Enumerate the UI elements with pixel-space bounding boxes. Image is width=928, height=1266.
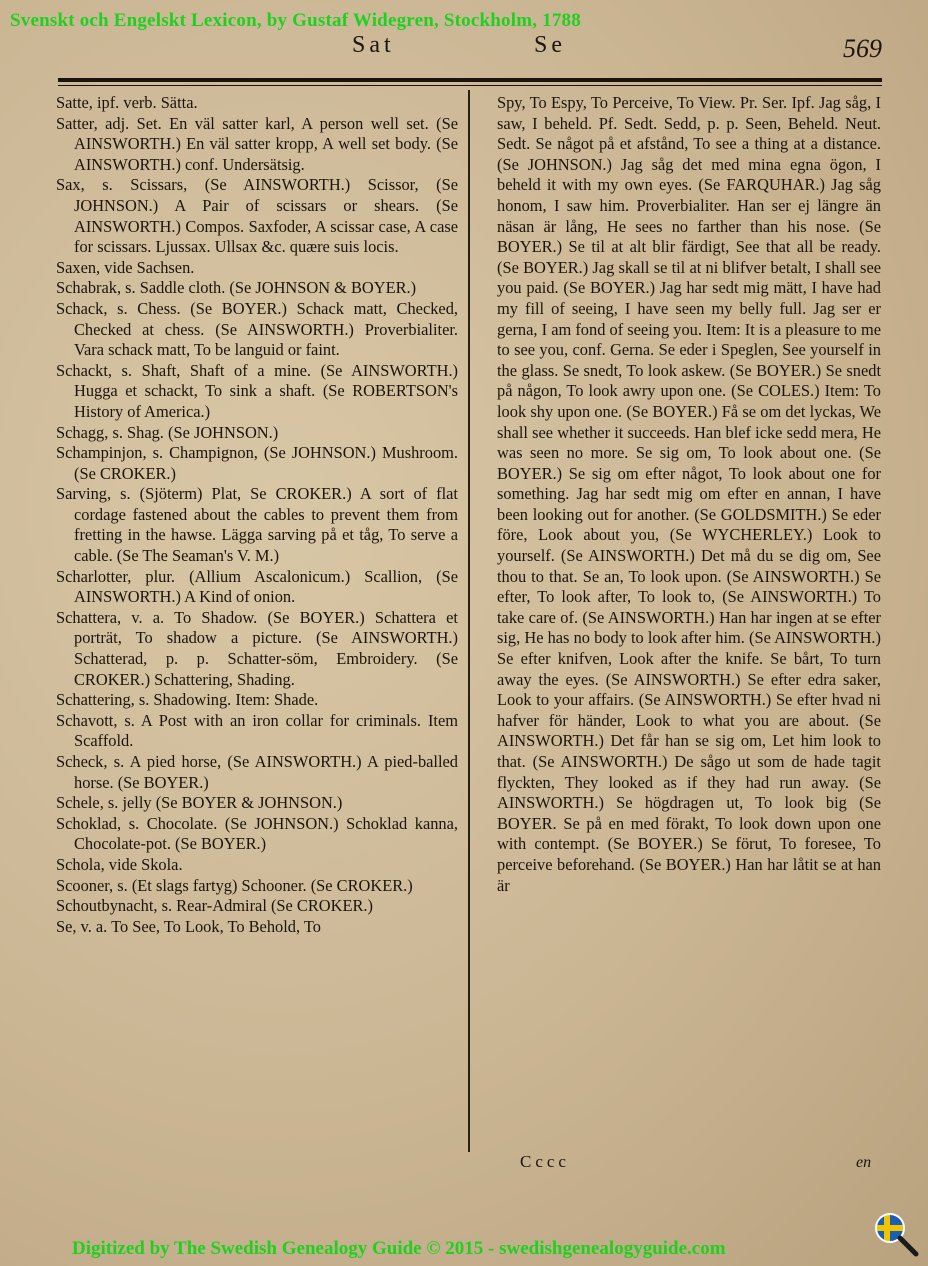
dictionary-entry: Schagg, s. Shag. (Se JOHNSON.) bbox=[56, 422, 279, 442]
dictionary-entry: Satte, ipf. verb. Sätta. bbox=[56, 93, 198, 112]
header-rule bbox=[58, 78, 882, 82]
dictionary-entry: Sax, s. Scissars, (Se AINSWORTH.) Scissor, (Se JOHNSON.) A Pair of scissars or shears. (Se AINSWORTH.) Compos. Saxfoder, A scissar case, A case for scissars. Ljussax. Ullsax &c. quære suis locis. bbox=[56, 175, 458, 257]
dictionary-entry: Se, v. a. To See, To Look, To Behold, To bbox=[56, 916, 321, 936]
dictionary-entry: Schola, vide Skola. bbox=[56, 854, 183, 874]
footer-credit: Digitized by The Swedish Genealogy Guide © 2015 - swedishgenealogyguide.com bbox=[72, 1238, 726, 1259]
dictionary-entry: Schack, s. Chess. (Se BOYER.) Schack matt, Checked, Checked at chess. (Se AINSWORTH.) Proverbialiter. Vara schack matt, To be languid or faint. bbox=[56, 298, 458, 360]
page-number: 569 bbox=[843, 34, 882, 63]
dictionary-entry: Scheck, s. A pied horse, (Se AINSWORTH.) A pied-balled horse. (Se BOYER.) bbox=[56, 752, 458, 792]
dictionary-entry: Sarving, s. (Sjöterm) Plat, Se CROKER.) A sort of flat cordage fastened about the cables to prevent them from fretting in the hawse. Lägga sarving på et tåg, To serve a cable. (Se The Seaman's V. M.) bbox=[56, 484, 458, 566]
dictionary-entry: Schele, s. jelly (Se BOYER & JOHNSON.) bbox=[56, 793, 343, 813]
dictionary-entry: Scharlotter, plur. (Allium Ascalonicum.) Scallion, (Se AINSWORTH.) A Kind of onion. bbox=[56, 566, 458, 607]
right-column bbox=[497, 93, 881, 896]
header-rule-thin bbox=[58, 85, 882, 86]
dictionary-entry: Schampinjon, s. Champignon, (Se JOHNSON.) Mushroom. (Se CROKER.) bbox=[56, 443, 458, 483]
signature-mark: Cccc bbox=[520, 1152, 570, 1171]
dictionary-entry-continued: Spy, To Espy, To Perceive, To View. Pr. Ser. Ipf. Jag såg, I saw, I beheld. Pf. Sedt. Sedd, p. p. Seen, Beheld. Neut. Sedt. Se något på et afstånd, To see a thing at a distance. (Se JOHNSON.) Jag såg det med mina egna ögon, I beheld it with my own eyes. (Se FARQUHAR.) Jag såg honom, I saw him. Proverbialiter. Han ser ej längre än näsan är lång, He sees no farther than his nose. (Se BOYER.) Se til at alt blir färdigt, See that all be ready. (Se BOYER.) Jag skall se til at ni blifver betalt, I shall see you paid. (Se BOYER.) Jag har sedt mig mätt, I have had my fill of seeing, I have seen my belly full. Jag ser er gerna, I am fond of seeing you. Item: It is a pleasure to me to see you, conf. Gerna. Se eder i Speglen, See yourself in the glass. Se snedt, To look askew. (Se BOYER.) Se snedt på någon, To look awry upon one. (Se COLES.) Item: To look shy upon one. (Se BOYER.) Få se om det lyckas, We shall see whether it succeeds. Han blef icke sedd mera, He was seen no more. Se sig om, To look about one. (Se BOYER.) Se sig om efter något, To look about one for something. Jag har sedt mig om efter en annan, I have been looking out for another. (Se GOLDSMITH.) Se eder före, Look about you, (Se WYCHERLEY.) Look to yourself. (Se AINSWORTH.) Det må du se dig om, See thou to that. Se an, To look upon. (Se AINSWORTH.) Se efter, To look after, To look to, (Se AINSWORTH.) To take care of. (Se AINSWORTH.) Han har ingen at se efter sig, He has no body to look after him. (Se AINSWORTH.) Se efter knifven, Look after the knife. Se bårt, To turn away the eyes. (Se AINSWORTH.) Se efter edra saker, Look to your affairs. (Se AINSWORTH.) Se efter hvad ni hafver för händer, Look to what you are about. (Se AINSWORTH.) Det får han se sig om, Let him look to that. (Se AINSWORTH.) De sågo ut som de hade tagit flyckten, They looked as if they had run away. (Se AINSWORTH.) Se högdragen ut, To look big (Se BOYER. Se på en med förakt, To look down upon one with contempt. (Se BOYER.) Se förut, To foresee, To perceive beforehand. (Se BOYER.) Han har låtit se at han är bbox=[497, 93, 881, 895]
dictionary-entry: Schoutbynacht, s. Rear-Admiral (Se CROKER.) bbox=[56, 896, 373, 916]
dictionary-entry: Scooner, s. (Et slags fartyg) Schooner. (Se CROKER.) bbox=[56, 875, 413, 895]
dictionary-entry: Schoklad, s. Chocolate. (Se JOHNSON.) Schoklad kanna, Chocolate-pot. (Se BOYER.) bbox=[56, 813, 458, 854]
column-divider bbox=[468, 90, 470, 1152]
left-column bbox=[56, 93, 458, 937]
dictionary-entry: Schabrak, s. Saddle cloth. (Se JOHNSON & BOYER.) bbox=[56, 278, 417, 298]
dictionary-entry: Schattera, v. a. To Shadow. (Se BOYER.) Schattera et porträt, To shadow a picture. (Se AINSWORTH.) Schatterad, p. p. Schatter-söm, Embroidery. (Se CROKER.) Schattering, Shading. bbox=[56, 607, 458, 689]
running-head-left: Sat bbox=[352, 32, 395, 58]
catchword: en bbox=[856, 1154, 872, 1171]
dictionary-entry: Schavott, s. A Post with an iron collar for criminals. Item Scaffold. bbox=[56, 710, 458, 751]
banner-title: Svenskt och Engelskt Lexicon, by Gustaf Widegren, Stockholm, 1788 bbox=[10, 10, 581, 31]
dictionary-entry: Schattering, s. Shadowing. Item: Shade. bbox=[56, 690, 319, 710]
dictionary-entry: Schackt, s. Shaft, Shaft of a mine. (Se AINSWORTH.) Hugga et schackt, To sink a shaft. (Se ROBERTSON's History of America.) bbox=[56, 360, 458, 421]
swedish-flag-magnifier-icon[interactable] bbox=[872, 1210, 922, 1260]
running-head-right: Se bbox=[534, 32, 566, 58]
dictionary-entry: Satter, adj. Set. En väl satter karl, A person well set. (Se AINSWORTH.) En väl satter kropp, A well set body. (Se AINSWORTH.) conf. Undersätsig. bbox=[56, 113, 458, 174]
dictionary-entry: Saxen, vide Sachsen. bbox=[56, 257, 195, 277]
